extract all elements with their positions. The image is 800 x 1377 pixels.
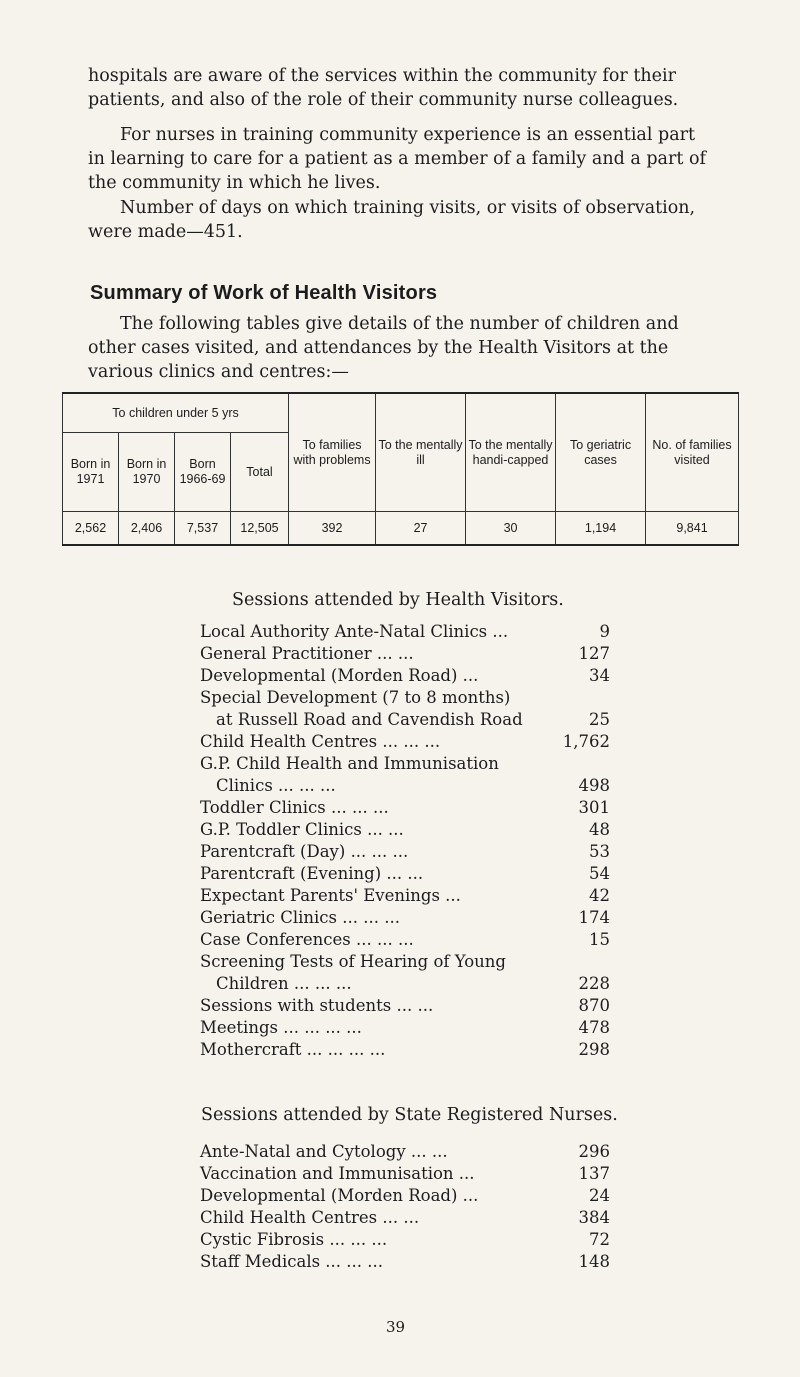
session-label: Cystic Fibrosis ... ... ...: [200, 1230, 388, 1249]
list-item: [200, 1185, 610, 1207]
session-value: 25: [589, 710, 610, 729]
session-value: 34: [589, 666, 610, 685]
session-label: Staff Medicals ... ... ...: [200, 1252, 383, 1271]
header-families-visited: No. of families visited: [646, 393, 739, 512]
session-label: Vaccination and Immunisation ...: [200, 1164, 475, 1183]
session-value: 870: [578, 996, 610, 1015]
list-item: [200, 841, 610, 863]
session-value: 9: [599, 622, 610, 641]
list-item: [200, 863, 610, 885]
session-label-line-1: G.P. Child Health and Immunisation: [200, 754, 499, 773]
session-value: 301: [578, 798, 610, 817]
header-geriatric-cases: To geriatric cases: [556, 393, 646, 512]
intro-paragraph-1: hospitals are aware of the services within the community for their patients, and also of the role of their community nurse colleagues.: [88, 66, 679, 110]
list-item: [200, 1141, 610, 1163]
summary-table: [62, 392, 739, 546]
list-item: [200, 995, 610, 1017]
list-item: [200, 665, 610, 687]
list-item: [200, 687, 610, 731]
list-item: [200, 797, 610, 819]
session-value: 48: [589, 820, 610, 839]
session-label: [200, 753, 544, 797]
header-families-with-problems: To families with problems: [289, 393, 376, 512]
hv-sessions-title: Sessions attended by Health Visitors.: [232, 590, 564, 610]
session-value: 174: [578, 908, 610, 927]
intro-paragraph-2: For nurses in training community experience is an essential part in learning to care for a patient as a member of a family and a part of the community in which he lives.: [88, 125, 706, 193]
session-value: 228: [578, 974, 610, 993]
list-item: [200, 1207, 610, 1229]
page-number: 39: [386, 1318, 406, 1336]
session-label: Child Health Centres ... ... ...: [200, 732, 441, 751]
session-value: 137: [578, 1164, 610, 1183]
list-item: [200, 885, 610, 907]
session-label: Parentcraft (Day) ... ... ...: [200, 842, 409, 861]
list-item: [200, 1017, 610, 1039]
session-label: Developmental (Morden Road) ...: [200, 666, 479, 685]
session-value: 127: [578, 644, 610, 663]
session-value: 42: [589, 886, 610, 905]
session-value: 298: [578, 1040, 610, 1059]
session-value: 54: [589, 864, 610, 883]
session-label: Developmental (Morden Road) ...: [200, 1186, 479, 1205]
cell-families-visited: 9,841: [646, 512, 739, 546]
session-value: 384: [578, 1208, 610, 1227]
session-label: Case Conferences ... ... ...: [200, 930, 414, 949]
session-label: Geriatric Clinics ... ... ...: [200, 908, 400, 927]
header-born-1966-69: Born 1966-69: [175, 433, 231, 512]
session-label: Expectant Parents' Evenings ...: [200, 886, 461, 905]
session-value: 15: [589, 930, 610, 949]
session-label: [200, 951, 544, 995]
hv-sessions-list: [200, 621, 610, 1061]
srn-sessions-title: Sessions attended by State Registered Nurses.: [201, 1105, 618, 1125]
list-item: [200, 907, 610, 929]
cell-families-with-problems: 392: [289, 512, 376, 546]
session-label: Sessions with students ... ...: [200, 996, 434, 1015]
session-label: [200, 687, 544, 731]
list-item: [200, 819, 610, 841]
intro-paragraph-3: Number of days on which training visits, or visits of observation, were made—451.: [88, 198, 696, 242]
section-heading: Summary of Work of Health Visitors: [90, 282, 438, 304]
srn-sessions-list: [200, 1141, 610, 1273]
header-total: Total: [231, 433, 289, 512]
list-item: [200, 1251, 610, 1273]
session-value: 478: [578, 1018, 610, 1037]
session-label: General Practitioner ... ...: [200, 644, 414, 663]
header-born-1971: Born in 1971: [63, 433, 119, 512]
list-item: [200, 731, 610, 753]
session-value: 53: [589, 842, 610, 861]
session-label: Meetings ... ... ... ...: [200, 1018, 362, 1037]
header-mentally-ill: To the mentally ill: [376, 393, 466, 512]
cell-geriatric-cases: 1,194: [556, 512, 646, 546]
session-value: 498: [578, 776, 610, 795]
session-label-line-1: Screening Tests of Hearing of Young: [200, 952, 506, 971]
cell-mentally-handicapped: 30: [466, 512, 556, 546]
session-value: 296: [578, 1142, 610, 1161]
header-born-1970: Born in 1970: [119, 433, 175, 512]
session-value: 148: [578, 1252, 610, 1271]
list-item: [200, 643, 610, 665]
session-label: Child Health Centres ... ...: [200, 1208, 420, 1227]
list-item: [200, 1163, 610, 1185]
session-label: Local Authority Ante-Natal Clinics ...: [200, 622, 509, 641]
cell-total: 12,505: [231, 512, 289, 546]
session-label: Ante-Natal and Cytology ... ...: [200, 1142, 448, 1161]
list-item: [200, 951, 610, 995]
session-label-line-1: Special Development (7 to 8 months): [200, 688, 511, 707]
session-value: 1,762: [562, 732, 610, 751]
session-value: 72: [589, 1230, 610, 1249]
session-label-line-2: Children ... ... ...: [216, 974, 352, 993]
list-item: [200, 1229, 610, 1251]
cell-born-1966-69: 7,537: [175, 512, 231, 546]
session-value: 24: [589, 1186, 610, 1205]
session-label-line-2: Clinics ... ... ...: [216, 776, 336, 795]
list-item: [200, 621, 610, 643]
session-label-line-2: at Russell Road and Cavendish Road: [216, 710, 523, 729]
children-under-5-header: To children under 5 yrs: [63, 393, 289, 433]
table-intro-paragraph: The following tables give details of the number of children and other cases visited, and attendances by the Health Visitors at the various clinics and centres:—: [88, 314, 679, 382]
session-label: Mothercraft ... ... ... ...: [200, 1040, 386, 1059]
header-mentally-handicapped: To the mentally handi-capped: [466, 393, 556, 512]
list-item: [200, 929, 610, 951]
session-label: Parentcraft (Evening) ... ...: [200, 864, 424, 883]
cell-born-1970: 2,406: [119, 512, 175, 546]
session-label: G.P. Toddler Clinics ... ...: [200, 820, 404, 839]
cell-mentally-ill: 27: [376, 512, 466, 546]
list-item: [200, 753, 610, 797]
session-label: Toddler Clinics ... ... ...: [200, 798, 389, 817]
cell-born-1971: 2,562: [63, 512, 119, 546]
list-item: [200, 1039, 610, 1061]
